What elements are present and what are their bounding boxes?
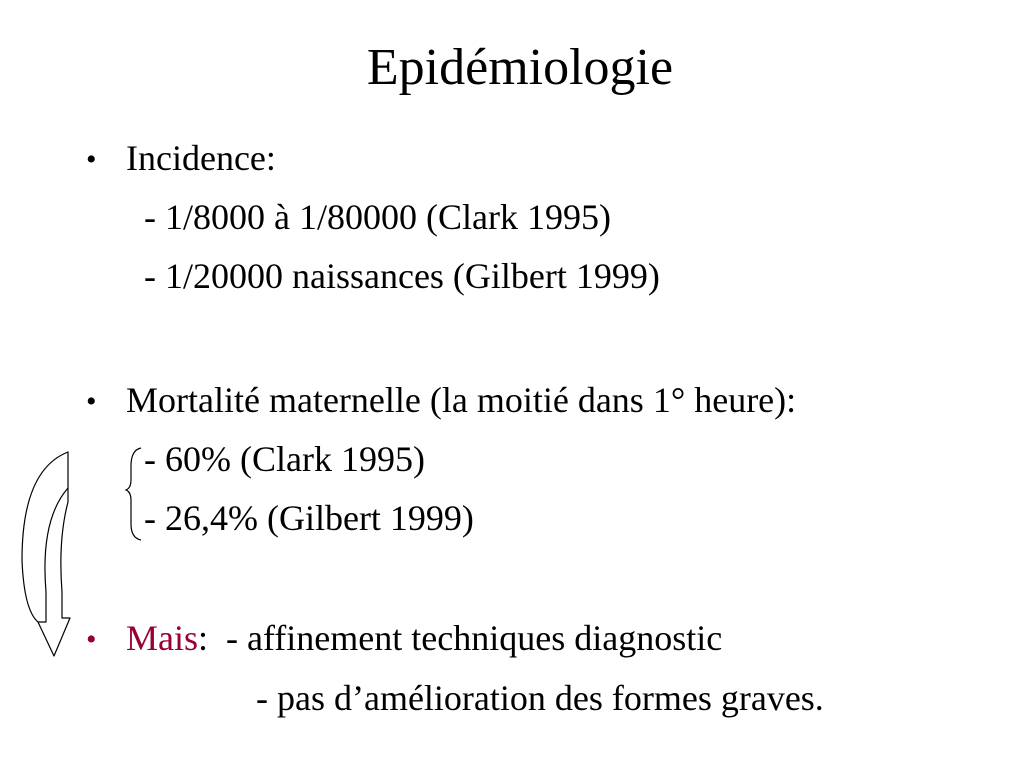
bullet-mais	[126, 616, 722, 660]
mais-second-point: - pas d’amélioration des formes graves.	[256, 678, 824, 718]
incidence-gilbert: - 1/20000 naissances (Gilbert 1999)	[144, 256, 660, 296]
mortalite-clark: - 60% (Clark 1995)	[144, 439, 425, 479]
slide-title: Epidémiologie	[366, 39, 674, 96]
bullet-marker: •	[86, 143, 97, 176]
bullet-marker-accent: •	[86, 623, 97, 656]
bullet-marker: •	[86, 385, 97, 418]
bullet-mortalite: Mortalité maternelle (la moitié dans 1° heure):	[126, 380, 797, 420]
incidence-clark: - 1/8000 à 1/80000 (Clark 1995)	[144, 197, 611, 237]
mortalite-gilbert: - 26,4% (Gilbert 1999)	[144, 498, 474, 538]
mais-first-point: : - affinement techniques diagnostic	[198, 618, 723, 658]
bullet-incidence: Incidence:	[126, 138, 276, 178]
mais-label: Mais	[126, 618, 198, 658]
